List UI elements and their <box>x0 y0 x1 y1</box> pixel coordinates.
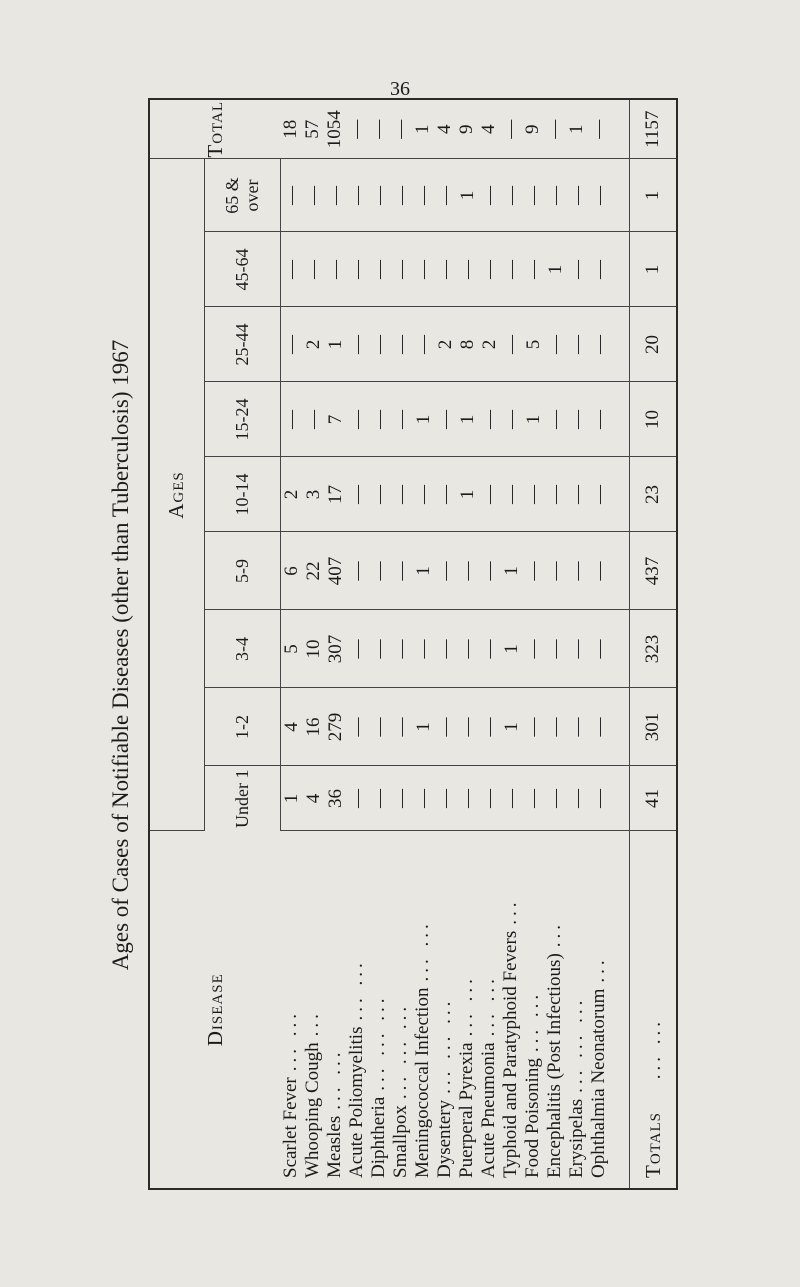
disease-name: Dysentery <box>434 1099 455 1178</box>
table-cell: — <box>522 186 544 205</box>
table-cell: — <box>544 119 565 139</box>
table-cell: — <box>500 260 522 279</box>
table-cell: — <box>346 260 368 279</box>
table-cell: — <box>434 561 456 581</box>
disease-name: Encephalitis (Post Infectious) <box>544 953 565 1178</box>
table-cell: 407 <box>324 556 346 586</box>
disease-row-label <box>522 832 544 1179</box>
table-cell: 1 <box>412 566 434 576</box>
grand-total-cell: 1157 <box>630 99 678 159</box>
disease-row-label <box>390 832 412 1179</box>
table-cell: 1 <box>500 644 522 654</box>
leader-dots: ... <box>588 956 609 983</box>
table-cell: 2 <box>434 339 456 350</box>
table-cell: — <box>544 335 566 354</box>
table-cell: — <box>412 485 434 504</box>
disease-name: Diphtheria <box>368 1096 389 1178</box>
table-cell: — <box>368 119 389 139</box>
table-cell: 4 <box>478 124 499 134</box>
totals-cell: 1 <box>630 232 678 307</box>
rotated-table-sheet <box>98 100 678 1190</box>
table-cell: — <box>456 639 478 659</box>
table-cell: — <box>566 410 588 429</box>
age-distribution-table <box>148 98 678 1190</box>
table-cell: — <box>544 717 566 737</box>
table-cell: — <box>588 717 610 737</box>
table-cell: — <box>390 789 412 808</box>
table-cell: — <box>566 561 588 581</box>
leader-dots: ... ... <box>643 1018 665 1080</box>
table-cell: — <box>500 186 522 205</box>
disease-name: Acute Pneumonia <box>478 1042 499 1178</box>
disease-row-label <box>500 832 522 1179</box>
age-header: 65 & over <box>204 159 280 232</box>
disease-name: Puerperal Pyrexia <box>456 1042 477 1178</box>
table-cell: — <box>434 260 456 279</box>
table-cell: 1054 <box>324 110 345 149</box>
leader-dots: ... ... ... <box>434 997 455 1094</box>
table-cell: 1 <box>412 722 434 732</box>
table-cell: — <box>324 260 346 279</box>
disease-list <box>280 831 630 1189</box>
table-cell: 5 <box>522 339 544 350</box>
table-cell: 1 <box>566 124 587 134</box>
table-cell: — <box>280 410 302 429</box>
table-cell: 4 <box>280 722 302 732</box>
value-column <box>280 688 630 766</box>
table-cell: — <box>390 561 412 581</box>
leader-dots: ... ... <box>456 975 477 1037</box>
table-cell: — <box>434 410 456 429</box>
disease-row-label <box>280 832 302 1179</box>
disease-row-label <box>566 832 588 1179</box>
table-cell: — <box>544 789 566 808</box>
table-cell: — <box>368 186 390 205</box>
disease-row-label <box>588 832 610 1179</box>
leader-dots: ... <box>302 1010 323 1037</box>
leader-dots: ... ... <box>522 990 543 1053</box>
table-cell: 6 <box>280 566 302 576</box>
leader-dots: ... <box>544 920 565 948</box>
leader-dots: ... ... <box>280 1009 301 1072</box>
table-cell: — <box>588 789 610 808</box>
age-header: 3-4 <box>204 610 280 688</box>
table-cell: — <box>412 639 434 659</box>
table-cell: — <box>434 639 456 659</box>
disease-row-label <box>368 832 390 1179</box>
table-cell: — <box>588 186 610 205</box>
disease-name: Typhoid and Paratyphoid Fevers <box>500 930 521 1178</box>
disease-row-label <box>544 832 566 1179</box>
table-cell: — <box>456 260 478 279</box>
table-cell: — <box>346 717 368 737</box>
disease-row-label <box>478 832 500 1179</box>
table-cell: — <box>522 561 544 581</box>
table-cell: — <box>588 260 610 279</box>
table-cell: — <box>390 335 412 354</box>
totals-cell: 23 <box>630 457 678 532</box>
disease-row-label <box>434 832 456 1179</box>
table-cell: — <box>368 335 390 354</box>
disease-name: Ophthalmia Neonatorum <box>588 988 609 1178</box>
table-cell: — <box>346 639 368 659</box>
table-cell: 3 <box>302 489 324 500</box>
leader-dots: ... ... <box>412 920 433 982</box>
totals-cell: 437 <box>630 532 678 610</box>
table-cell: 10 <box>302 639 324 659</box>
table-cell: — <box>500 789 522 808</box>
table-cell: 8 <box>456 339 478 350</box>
disease-name: Smallpox <box>390 1105 411 1178</box>
totals-cell: 41 <box>630 766 678 831</box>
table-cell: — <box>500 410 522 429</box>
leader-dots: ... <box>500 898 521 925</box>
table-cell: — <box>588 410 610 429</box>
table-cell: — <box>368 410 390 429</box>
table-cell: — <box>302 186 324 205</box>
table-cell: — <box>566 260 588 279</box>
value-column <box>280 232 630 307</box>
table-cell: — <box>390 119 411 139</box>
age-header: 15-24 <box>204 382 280 457</box>
table-cell: — <box>522 260 544 279</box>
table-cell: — <box>434 485 456 504</box>
disease-row-label <box>324 832 346 1179</box>
table-cell: — <box>522 639 544 659</box>
ages-group-header: Ages <box>149 159 204 831</box>
table-cell: — <box>280 260 302 279</box>
table-cell: — <box>324 186 346 205</box>
table-cell: 1 <box>544 264 566 275</box>
table-cell: — <box>390 717 412 737</box>
table-cell: — <box>500 335 522 354</box>
table-cell: 1 <box>412 414 434 425</box>
table-cell: 1 <box>324 339 346 350</box>
table-cell: — <box>566 639 588 659</box>
table-cell: — <box>368 485 390 504</box>
table-cell: — <box>456 789 478 808</box>
age-header: 25-44 <box>204 307 280 382</box>
table-cell: — <box>500 485 522 504</box>
table-cell: — <box>522 717 544 737</box>
disease-row-label <box>346 832 368 1179</box>
table-cell: — <box>500 119 521 139</box>
age-header: 45-64 <box>204 232 280 307</box>
table-cell: — <box>478 639 500 659</box>
disease-row-label <box>456 832 478 1179</box>
table-cell: — <box>544 485 566 504</box>
table-cell: 1 <box>456 414 478 425</box>
leader-dots: ... ... ... <box>368 994 389 1091</box>
total-value-column <box>280 99 630 159</box>
table-cell: — <box>588 335 610 354</box>
value-column <box>280 766 630 831</box>
table-cell: — <box>390 260 412 279</box>
table-cell: — <box>522 485 544 504</box>
table-cell: — <box>588 119 609 139</box>
age-header: 1-2 <box>204 688 280 766</box>
table-cell: 22 <box>302 561 324 581</box>
table-cell: 1 <box>280 793 302 804</box>
table-cell: — <box>544 186 566 205</box>
age-header: 5-9 <box>204 532 280 610</box>
value-column <box>280 159 630 232</box>
table-cell: — <box>544 639 566 659</box>
value-column <box>280 610 630 688</box>
table-cell: 7 <box>324 414 346 425</box>
table-cell: — <box>390 186 412 205</box>
totals-cell: 301 <box>630 688 678 766</box>
totals-cell: 323 <box>630 610 678 688</box>
table-cell: 16 <box>302 717 324 737</box>
table-cell: — <box>478 260 500 279</box>
table-cell: — <box>456 717 478 737</box>
value-column <box>280 307 630 382</box>
table-cell: 1 <box>500 566 522 576</box>
table-cell: — <box>390 485 412 504</box>
table-cell: 5 <box>280 644 302 654</box>
table-cell: — <box>588 485 610 504</box>
table-cell: — <box>434 186 456 205</box>
table-cell: — <box>390 639 412 659</box>
leader-dots: ... ... <box>324 1048 345 1110</box>
table-cell: — <box>390 410 412 429</box>
table-cell: — <box>280 186 302 205</box>
leader-dots: ... ... <box>478 975 499 1037</box>
table-cell: — <box>434 717 456 737</box>
table-cell: 307 <box>324 634 346 664</box>
leader-dots: ... ... <box>346 959 367 1021</box>
totals-cell: 20 <box>630 307 678 382</box>
disease-name: Measles <box>324 1115 345 1178</box>
table-cell: — <box>346 335 368 354</box>
table-cell: — <box>478 717 500 737</box>
table-cell: 2 <box>478 339 500 350</box>
disease-name: Whooping Cough <box>302 1042 323 1178</box>
table-title: Ages of Cases of Notifiable Diseases (other than Tuberculosis) 1967 <box>108 339 133 971</box>
table-cell: — <box>412 789 434 808</box>
table-cell: — <box>478 485 500 504</box>
value-column <box>280 457 630 532</box>
disease-row-label <box>412 832 434 1179</box>
table-cell: — <box>478 410 500 429</box>
table-cell: — <box>566 485 588 504</box>
table-cell: 4 <box>434 124 455 134</box>
table-cell: 36 <box>324 789 346 808</box>
table-cell: — <box>346 561 368 581</box>
table-cell: — <box>456 561 478 581</box>
table-cell: — <box>368 561 390 581</box>
table-cell: — <box>588 561 610 581</box>
table-cell: 279 <box>324 712 346 742</box>
table-cell: 1 <box>412 124 433 134</box>
disease-name: Erysipelas <box>566 1098 587 1178</box>
table-cell: — <box>588 639 610 659</box>
table-cell: — <box>368 717 390 737</box>
totals-label-cell <box>630 831 678 1189</box>
table-cell: — <box>522 789 544 808</box>
disease-name: Scarlet Fever <box>280 1077 301 1178</box>
table-cell: — <box>478 186 500 205</box>
disease-name: Acute Poliomyelitis <box>346 1026 367 1178</box>
table-cell: — <box>346 410 368 429</box>
totals-cell: 10 <box>630 382 678 457</box>
leader-dots: ... ... ... <box>390 1002 411 1100</box>
table-cell: — <box>368 789 390 808</box>
totals-label: Totals <box>640 1112 665 1178</box>
table-cell: — <box>346 119 367 139</box>
table-cell: 1 <box>456 489 478 500</box>
disease-name: Meningococcal Infection <box>412 987 433 1178</box>
table-cell: — <box>280 335 302 354</box>
table-cell: — <box>346 789 368 808</box>
table-cell: — <box>434 789 456 808</box>
table-cell: — <box>566 789 588 808</box>
totals-cell: 1 <box>630 159 678 232</box>
age-header: 10-14 <box>204 457 280 532</box>
table-cell: — <box>566 335 588 354</box>
disease-row-label <box>302 832 324 1179</box>
table-cell: — <box>368 639 390 659</box>
table-cell: 1 <box>456 190 478 201</box>
table-cell: 57 <box>302 119 323 139</box>
table-cell: — <box>412 335 434 354</box>
age-header: Under 1 <box>204 766 280 831</box>
table-cell: — <box>566 186 588 205</box>
table-cell: 1 <box>522 414 544 425</box>
table-cell: 17 <box>324 485 346 504</box>
table-cell: — <box>412 186 434 205</box>
table-cell: — <box>302 410 324 429</box>
page-number: 36 <box>390 78 410 100</box>
table-cell: — <box>478 789 500 808</box>
table-cell: — <box>478 561 500 581</box>
table-cell: 9 <box>522 124 543 134</box>
table-cell: — <box>346 186 368 205</box>
value-column <box>280 382 630 457</box>
disease-name: Food Poisoning <box>522 1058 543 1178</box>
table-cell: — <box>302 260 324 279</box>
table-cell: — <box>346 485 368 504</box>
table-cell: 9 <box>456 124 477 134</box>
table-cell: — <box>368 260 390 279</box>
table-cell: 1 <box>500 722 522 732</box>
table-cell: 18 <box>280 119 301 139</box>
table-cell: — <box>544 410 566 429</box>
table-cell: — <box>412 260 434 279</box>
value-column <box>280 532 630 610</box>
table-cell: 2 <box>280 489 302 500</box>
leader-dots: ... ... ... <box>566 996 587 1093</box>
disease-column-header: Disease <box>202 973 227 1047</box>
total-column-header: Total <box>149 99 280 159</box>
table-cell: — <box>566 717 588 737</box>
table-cell: 2 <box>302 339 324 350</box>
table-cell: — <box>544 561 566 581</box>
table-cell: 4 <box>302 793 324 804</box>
